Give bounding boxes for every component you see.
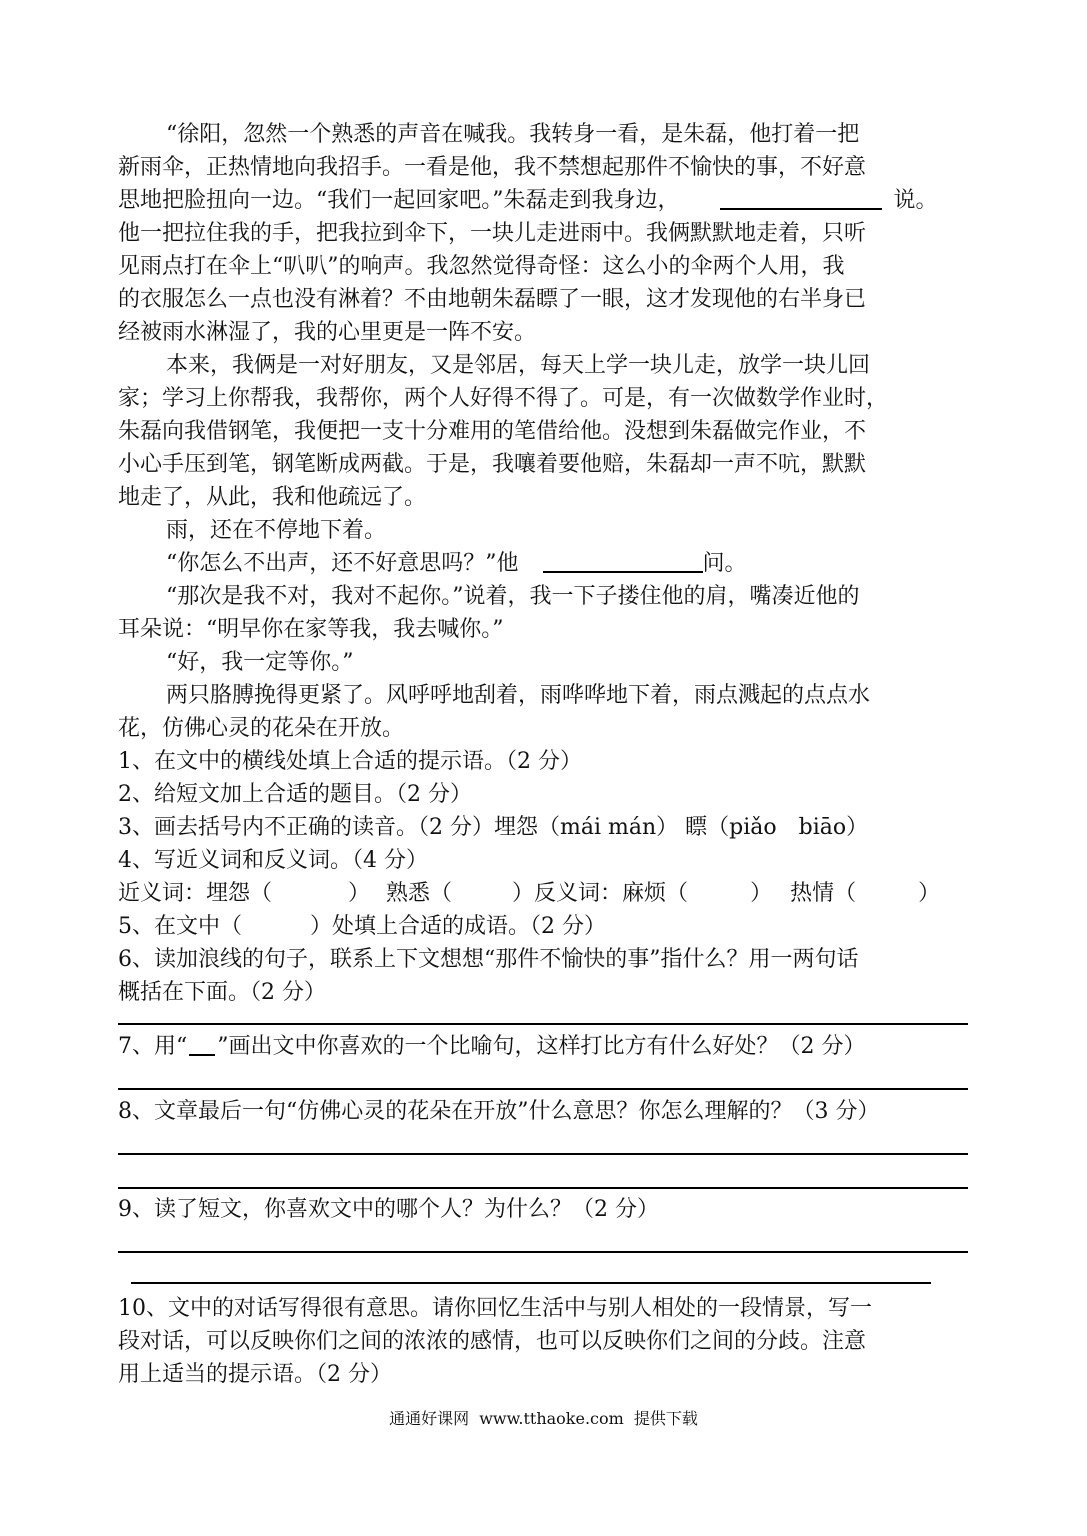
passage-line: 见雨点打在伞上“叭叭”的响声。我忽然觉得奇怪：这么小的伞两个人用，我 [118,254,845,279]
question-8: 8、文章最后一句“仿佛心灵的花朵在开放”什么意思？你怎么理解的？（3 分） [118,1099,880,1124]
passage-line: “徐阳，忽然一个熟悉的声音在喊我。我转身一看，是朱磊，他打着一把 [166,122,860,147]
answer-line[interactable] [118,1088,968,1090]
paren-close: ） [348,881,371,906]
antonym-label-2: 热情（ [790,881,857,906]
question-10: 10、文中的对话写得很有意思。请你回忆生活中与别人相处的一段情景，写一 [118,1296,872,1321]
passage-line: 两只胳膊挽得更紧了。风呼呼地刮着，雨哗哗地下着，雨点溅起的点点水 [166,683,871,708]
passage-text: “你怎么不出声，还不好意思吗？”他 [166,551,519,576]
answer-line[interactable] [118,1251,968,1253]
passage-line: 朱磊向我借钢笔，我便把一支十分难用的笔借给他。没想到朱磊做完作业，不 [118,419,867,444]
footer-url[interactable]: www.tthaoke.com [479,1409,624,1428]
question-6: 概括在下面。（2 分） [118,980,326,1005]
question-3: 3、画去括号内不正确的读音。（2 分）埋怨（mái mán） 瞟（piǎo biāo） [118,815,869,840]
passage-text: 问。 [702,551,747,576]
passage-line: 家；学习上你帮我，我帮你，两个人好得不得了。可是，有一次做数学作业时， [118,386,889,411]
passage-text: 说。 [893,188,938,213]
prompt-blank-2[interactable] [543,549,703,573]
underline-sample [189,1032,215,1056]
paren-close: ） [750,881,773,906]
footer-site-name: 通通好课网 [389,1409,470,1428]
passage-line: 耳朵说：“明早你在家等我，我去喊你。” [118,617,504,642]
paren-close: ） [918,881,941,906]
answer-line[interactable] [118,1187,968,1189]
passage-line: 地走了，从此，我和他疏远了。 [118,485,427,510]
antonym-label: ）反义词：麻烦（ [512,881,689,906]
answer-line[interactable] [118,1023,968,1025]
question-7-text: 7、用“ [118,1034,188,1059]
passage-line: “好，我一定等你。” [166,650,354,675]
question-9: 9、读了短文，你喜欢文中的哪个人？为什么？（2 分） [118,1197,659,1222]
passage-line: 本来，我俩是一对好朋友，又是邻居，每天上学一块儿走，放学一块儿回 [166,353,871,378]
passage-line: 花，仿佛心灵的花朵在开放。 [118,716,405,741]
passage-text: 思地把脸扭向一边。“我们一起回家吧。”朱磊走到我身边， [118,188,680,213]
question-10: 段对话，可以反映你们之间的浓浓的感情，也可以反映你们之间的分歧。注意 [118,1329,867,1354]
question-1: 1、在文中的横线处填上合适的提示语。（2 分） [118,749,582,774]
question-5-text: ）处填上合适的成语。（2 分） [310,914,606,939]
question-5-text: 5、在文中（ [118,914,242,939]
passage-line: “那次是我不对，我对不起你。”说着，我一下子搂住他的肩，嘴凑近他的 [166,584,860,609]
answer-line[interactable] [131,1282,931,1284]
synonym-label-2: 熟悉（ [386,881,453,906]
passage-line [166,547,978,580]
question-6: 6、读加浪线的句子，联系上下文想想“那件不愉快的事”指什么？用一两句话 [118,947,859,972]
prompt-blank-1[interactable] [720,186,882,210]
question-10: 用上适当的提示语。（2 分） [118,1362,392,1387]
question-4: 4、写近义词和反义词。（4 分） [118,848,428,873]
question-7-text: ”画出文中你喜欢的一个比喻句，这样打比方有什么好处？（2 分） [217,1034,866,1059]
passage-line [118,184,978,217]
passage-line: 雨，还在不停地下着。 [166,518,387,543]
passage-line: 他一把拉住我的手，把我拉到伞下，一块儿走进雨中。我俩默默地走着，只听 [118,221,867,246]
answer-line[interactable] [118,1153,968,1155]
question-4-answers [118,877,978,910]
passage-line: 的衣服怎么一点也没有淋着？不由地朝朱磊瞟了一眼，这才发现他的右半身已 [118,287,867,312]
question-5 [118,910,978,943]
question-7 [118,1030,978,1063]
passage-line: 新雨伞，正热情地向我招手。一看是他，我不禁想起那件不愉快的事，不好意 [118,155,867,180]
footer-suffix: 提供下载 [633,1409,698,1428]
passage-line: 经被雨水淋湿了，我的心里更是一阵不安。 [118,320,537,345]
passage-line: 小心手压到笔，钢笔断成两截。于是，我嚷着要他赔，朱磊却一声不吭，默默 [118,452,867,477]
page-footer [0,1407,1087,1431]
question-2: 2、给短文加上合适的题目。（2 分） [118,782,472,807]
synonym-label: 近义词：埋怨（ [118,881,273,906]
